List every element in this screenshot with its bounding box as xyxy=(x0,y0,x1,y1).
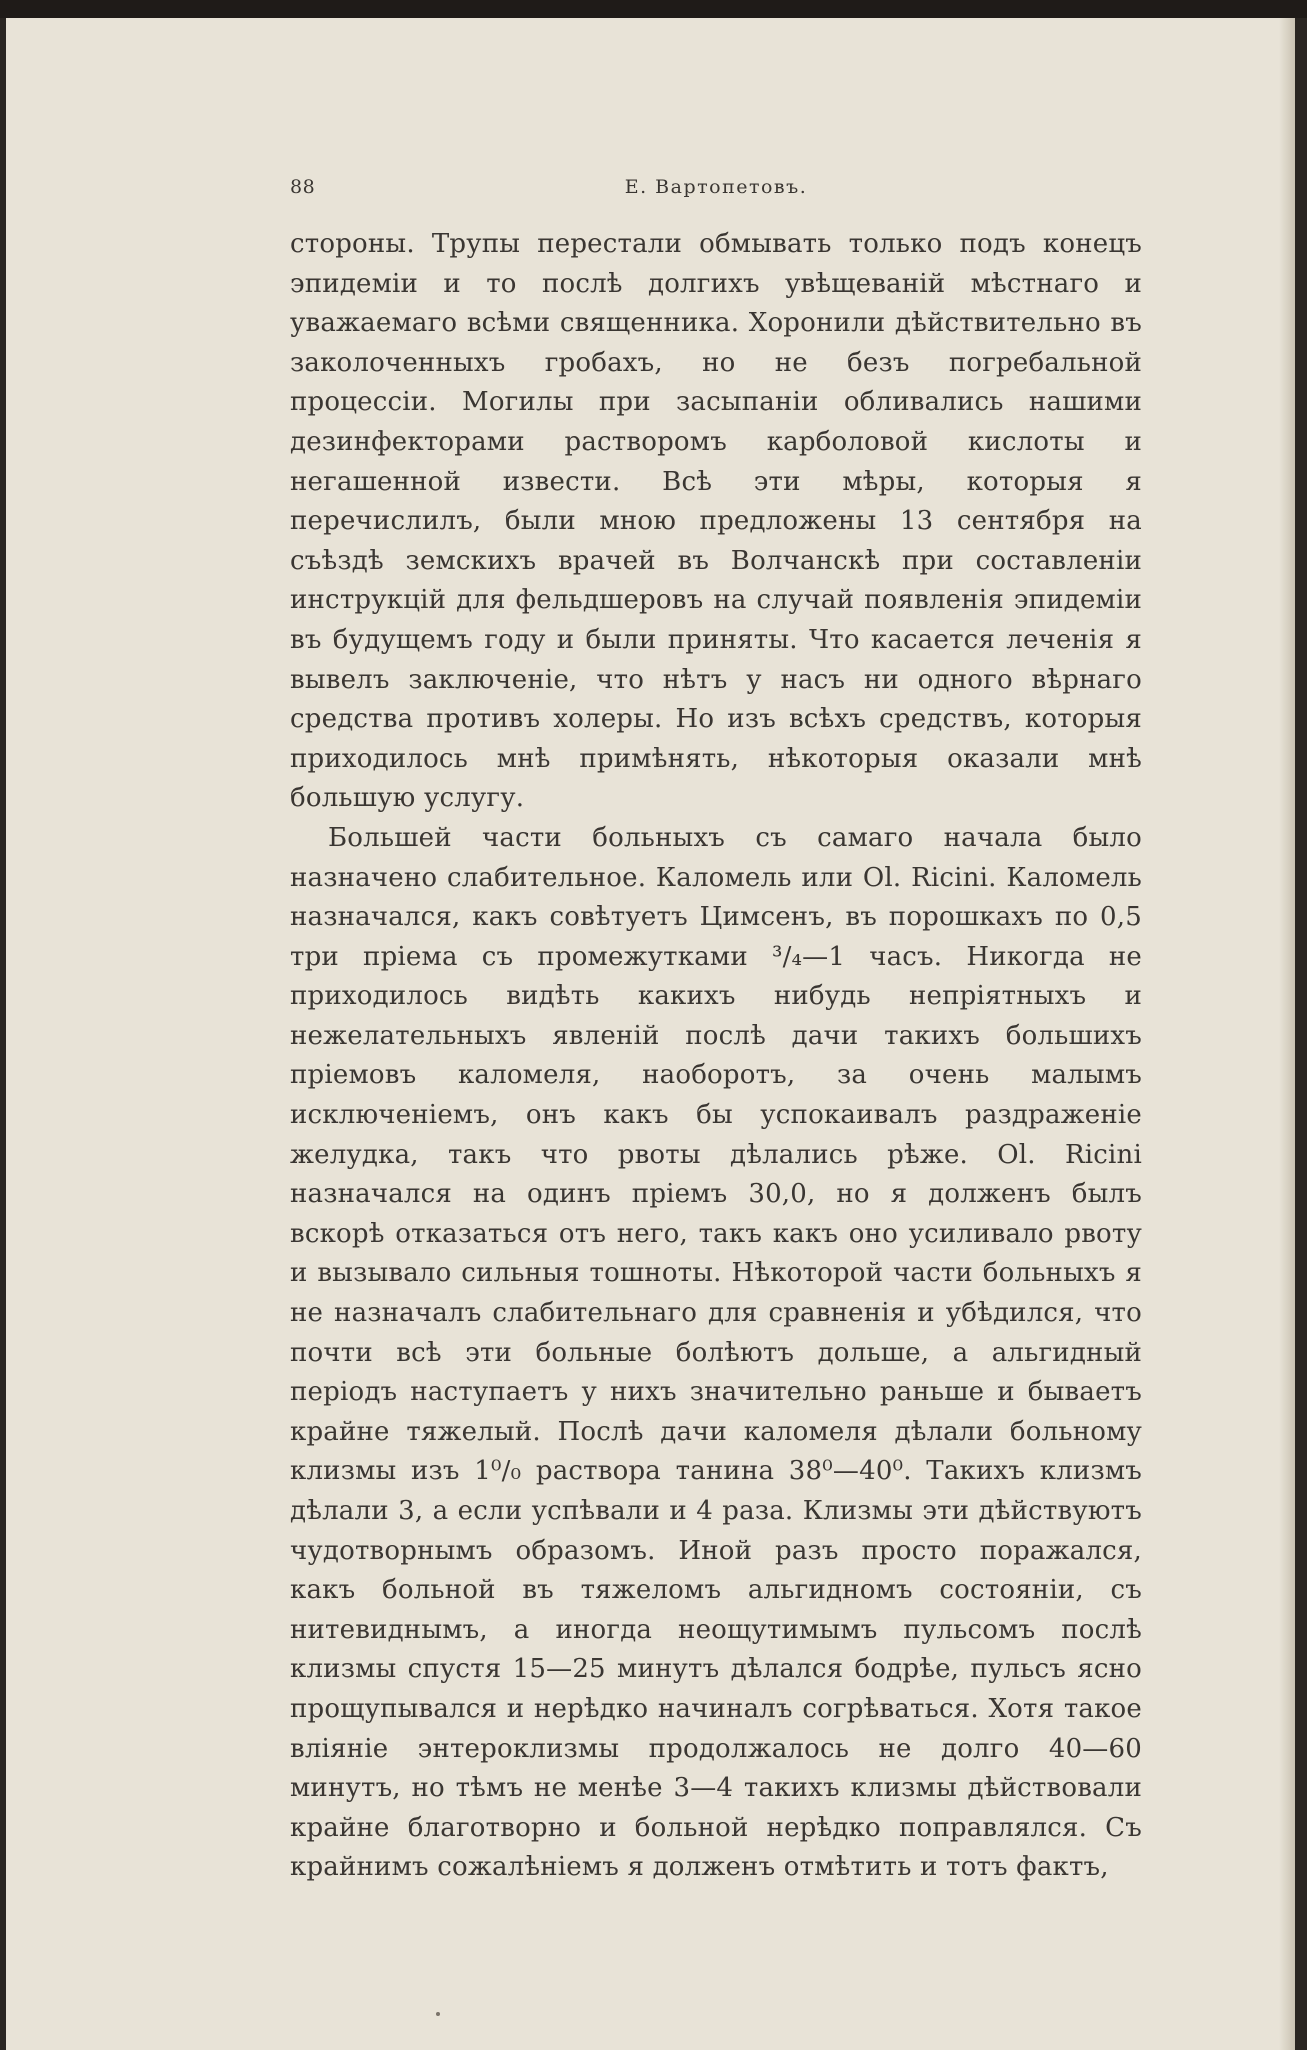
running-head: Е. Вартопетовъ. xyxy=(624,176,808,198)
scan-top-border xyxy=(0,0,1307,18)
paragraph-treatment: Большей части больныхъ съ самаго начала было назначено слабительное. Каломель или Ol. Ricini. Каломель назначался, какъ совѣтуетъ Цимсенъ, въ порошкахъ по 0,5 три пріема съ промежутками ³/₄—1 часъ. Никогда не приходилось видѣть какихъ нибудь непріятныхъ и нежелательныхъ явленій послѣ дачи такихъ большихъ пріемовъ каломеля, наоборотъ, за очень малымъ исключеніемъ, онъ какъ бы успокаивалъ раздраженіе желудка, такъ что рвоты дѣлались рѣже. Ol. Ricini назначался на одинъ пріемъ 30,0, но я долженъ былъ вскорѣ отказаться отъ него, такъ какъ оно усиливало рвоту и вызывало сильныя тошноты. Нѣкоторой части больныхъ я не назначалъ слабительнаго для сравненія и убѣдился, что почти всѣ эти больные болѣютъ дольше, а альгидный періодъ наступаетъ у нихъ значительно раньше и бываетъ крайне тяжелый. Послѣ дачи каломеля дѣлали больному клизмы изъ 1⁰/₀ раствора танина 38⁰—40⁰. Такихъ клизмъ дѣлали 3, а если успѣвали и 4 раза. Клизмы эти дѣйствуютъ чудотворнымъ образомъ. Иной разъ просто поражался, какъ больной въ тяжеломъ альгидномъ состояніи, съ нитевиднымъ, а иногда неощутимымъ пульсомъ послѣ клизмы спустя 15—25 минутъ дѣлался бодрѣе, пульсъ ясно прощупывался и нерѣдко начиналъ согрѣваться. Хотя такое вліяніе энтероклизмы продолжалось не долго 40—60 минутъ, но тѣмъ не менѣе 3—4 такихъ клизмы дѣйствовали крайне благотворно и больной нерѣдко поправлялся. Съ крайнимъ сожалѣніемъ я долженъ отмѣтить и тотъ фактъ, xyxy=(290,822,1142,1883)
body-text xyxy=(290,225,1142,1888)
page-number: 88 xyxy=(290,176,316,198)
page-edge-shadow xyxy=(1279,18,1295,2050)
page-header xyxy=(290,176,1142,216)
paragraph-continued: стороны. Трупы перестали обмывать только подъ конецъ эпидеміи и то послѣ долгихъ увѣщеваній мѣстнаго и уважаемаго всѣми священника. Хоронили дѣйствительно въ заколоченныхъ гробахъ, но не безъ погребальной процессіи. Могилы при засыпаніи обливались нашими дезинфекторами растворомъ карболовой кислоты и негашенной извести. Всѣ эти мѣры, которыя я перечислилъ, были мною предложены 13 сентября на съѣздѣ земскихъ врачей въ Волчанскѣ при составленіи инструкцій для фельдшеровъ на случай появленія эпидеміи въ будущемъ году и были приняты. Что касается леченія я вывелъ заключеніе, что нѣтъ у насъ ни одного вѣрнаго средства противъ холеры. Но изъ всѣхъ средствъ, которыя приходилось мнѣ примѣнять, нѣкоторыя оказали мнѣ большую услугу. xyxy=(290,229,1142,814)
ink-speck xyxy=(436,2012,440,2016)
